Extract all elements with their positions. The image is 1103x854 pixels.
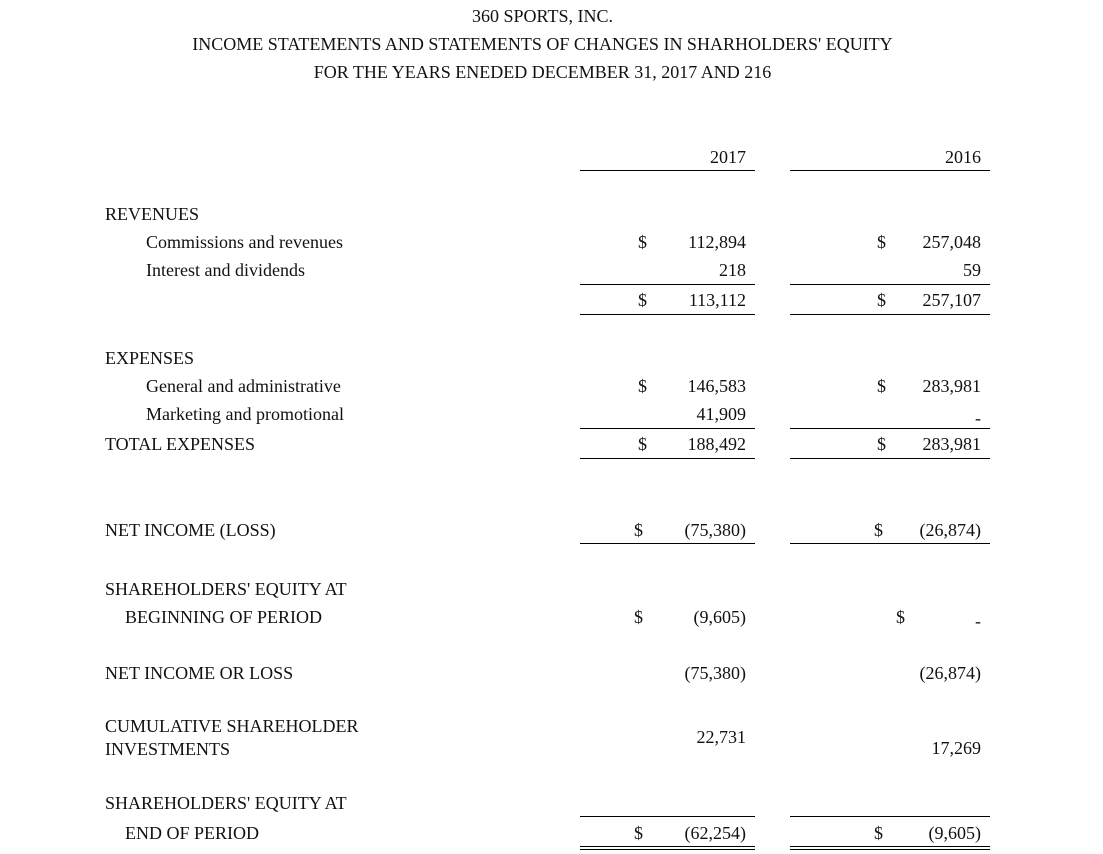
currency-symbol: $: [874, 823, 883, 843]
investments-label-line2: INVESTMENTS: [105, 739, 230, 759]
expenses-total-rule-2017: [580, 458, 755, 459]
commissions-2017: 112,894: [688, 232, 746, 252]
expenses-subtotal-rule-2017: [580, 428, 755, 429]
revenues-total-rule-2017: [580, 314, 755, 315]
interest-2017: 218: [719, 260, 746, 280]
expenses-total-rule-2016: [790, 458, 990, 459]
currency-symbol: $: [638, 376, 647, 396]
total-expenses-2017: 188,492: [687, 434, 746, 454]
equity-begin-2016: -: [975, 611, 981, 631]
currency-symbol: $: [877, 434, 886, 454]
interest-2016: 59: [963, 260, 981, 280]
equity-end-double-rule-2016-b: [790, 849, 990, 850]
general-admin-2016: 283,981: [922, 376, 981, 396]
column-header-2016: 2016: [945, 147, 981, 167]
currency-symbol: $: [638, 232, 647, 252]
total-expenses-label: TOTAL EXPENSES: [105, 434, 256, 454]
marketing-2016: -: [975, 408, 981, 428]
currency-symbol: $: [634, 607, 643, 627]
statement-title: INCOME STATEMENTS AND STATEMENTS OF CHANGES IN SHARHOLDERS' EQUITY: [192, 34, 893, 54]
net-income-rule-2017: [580, 543, 755, 544]
column-header-rule-2016: [790, 170, 990, 171]
equity-begin-label-line2: BEGINNING OF PERIOD: [125, 607, 322, 627]
expenses-heading: EXPENSES: [105, 348, 195, 368]
net-income-or-loss-2016: (26,874): [919, 663, 981, 683]
net-income-2017: (75,380): [684, 520, 746, 540]
currency-symbol: $: [638, 290, 647, 310]
net-income-2016: (26,874): [919, 520, 981, 540]
equity-end-2017: (62,254): [684, 823, 746, 843]
net-income-label: NET INCOME (LOSS): [105, 520, 276, 540]
currency-symbol: $: [634, 823, 643, 843]
currency-symbol: $: [877, 232, 886, 252]
equity-end-double-rule-2017-a: [580, 846, 755, 847]
equity-end-top-rule-2016: [790, 816, 990, 817]
column-header-2017: 2017: [710, 147, 746, 167]
currency-symbol: $: [896, 607, 905, 627]
total-expenses-2016: 283,981: [922, 434, 981, 454]
interest-label: Interest and dividends: [146, 260, 305, 280]
revenues-total-2017: 113,112: [688, 290, 746, 310]
investments-2016: 17,269: [931, 738, 981, 758]
currency-symbol: $: [634, 520, 643, 540]
equity-begin-2017: (9,605): [693, 607, 746, 627]
equity-end-2016: (9,605): [928, 823, 981, 843]
equity-end-label-line1: SHAREHOLDERS' EQUITY AT: [105, 793, 347, 813]
expenses-subtotal-rule-2016: [790, 428, 990, 429]
revenues-subtotal-rule-2017: [580, 284, 755, 285]
marketing-label: Marketing and promotional: [146, 404, 344, 424]
equity-end-top-rule-2017: [580, 816, 755, 817]
revenues-heading: REVENUES: [105, 204, 199, 224]
equity-end-double-rule-2016-a: [790, 846, 990, 847]
net-income-rule-2016: [790, 543, 990, 544]
general-admin-2017: 146,583: [687, 376, 746, 396]
equity-end-double-rule-2017-b: [580, 849, 755, 850]
net-income-or-loss-label: NET INCOME OR LOSS: [105, 663, 294, 683]
net-income-or-loss-2017: (75,380): [684, 663, 746, 683]
company-name: 360 SPORTS, INC.: [472, 6, 613, 26]
general-admin-label: General and administrative: [146, 376, 341, 396]
statement-period: FOR THE YEARS ENEDED DECEMBER 31, 2017 AND 216: [313, 62, 772, 82]
commissions-2016: 257,048: [922, 232, 981, 252]
investments-label-line1: CUMULATIVE SHAREHOLDER: [105, 716, 359, 736]
investments-2017: 22,731: [696, 727, 746, 747]
currency-symbol: $: [874, 520, 883, 540]
commissions-label: Commissions and revenues: [146, 232, 343, 252]
marketing-2017: 41,909: [696, 404, 746, 424]
equity-end-label-line2: END OF PERIOD: [125, 823, 260, 843]
revenues-total-rule-2016: [790, 314, 990, 315]
revenues-total-2016: 257,107: [922, 290, 981, 310]
revenues-subtotal-rule-2016: [790, 284, 990, 285]
equity-begin-label-line1: SHAREHOLDERS' EQUITY AT: [105, 579, 347, 599]
currency-symbol: $: [877, 376, 886, 396]
column-header-rule-2017: [580, 170, 755, 171]
currency-symbol: $: [638, 434, 647, 454]
currency-symbol: $: [877, 290, 886, 310]
